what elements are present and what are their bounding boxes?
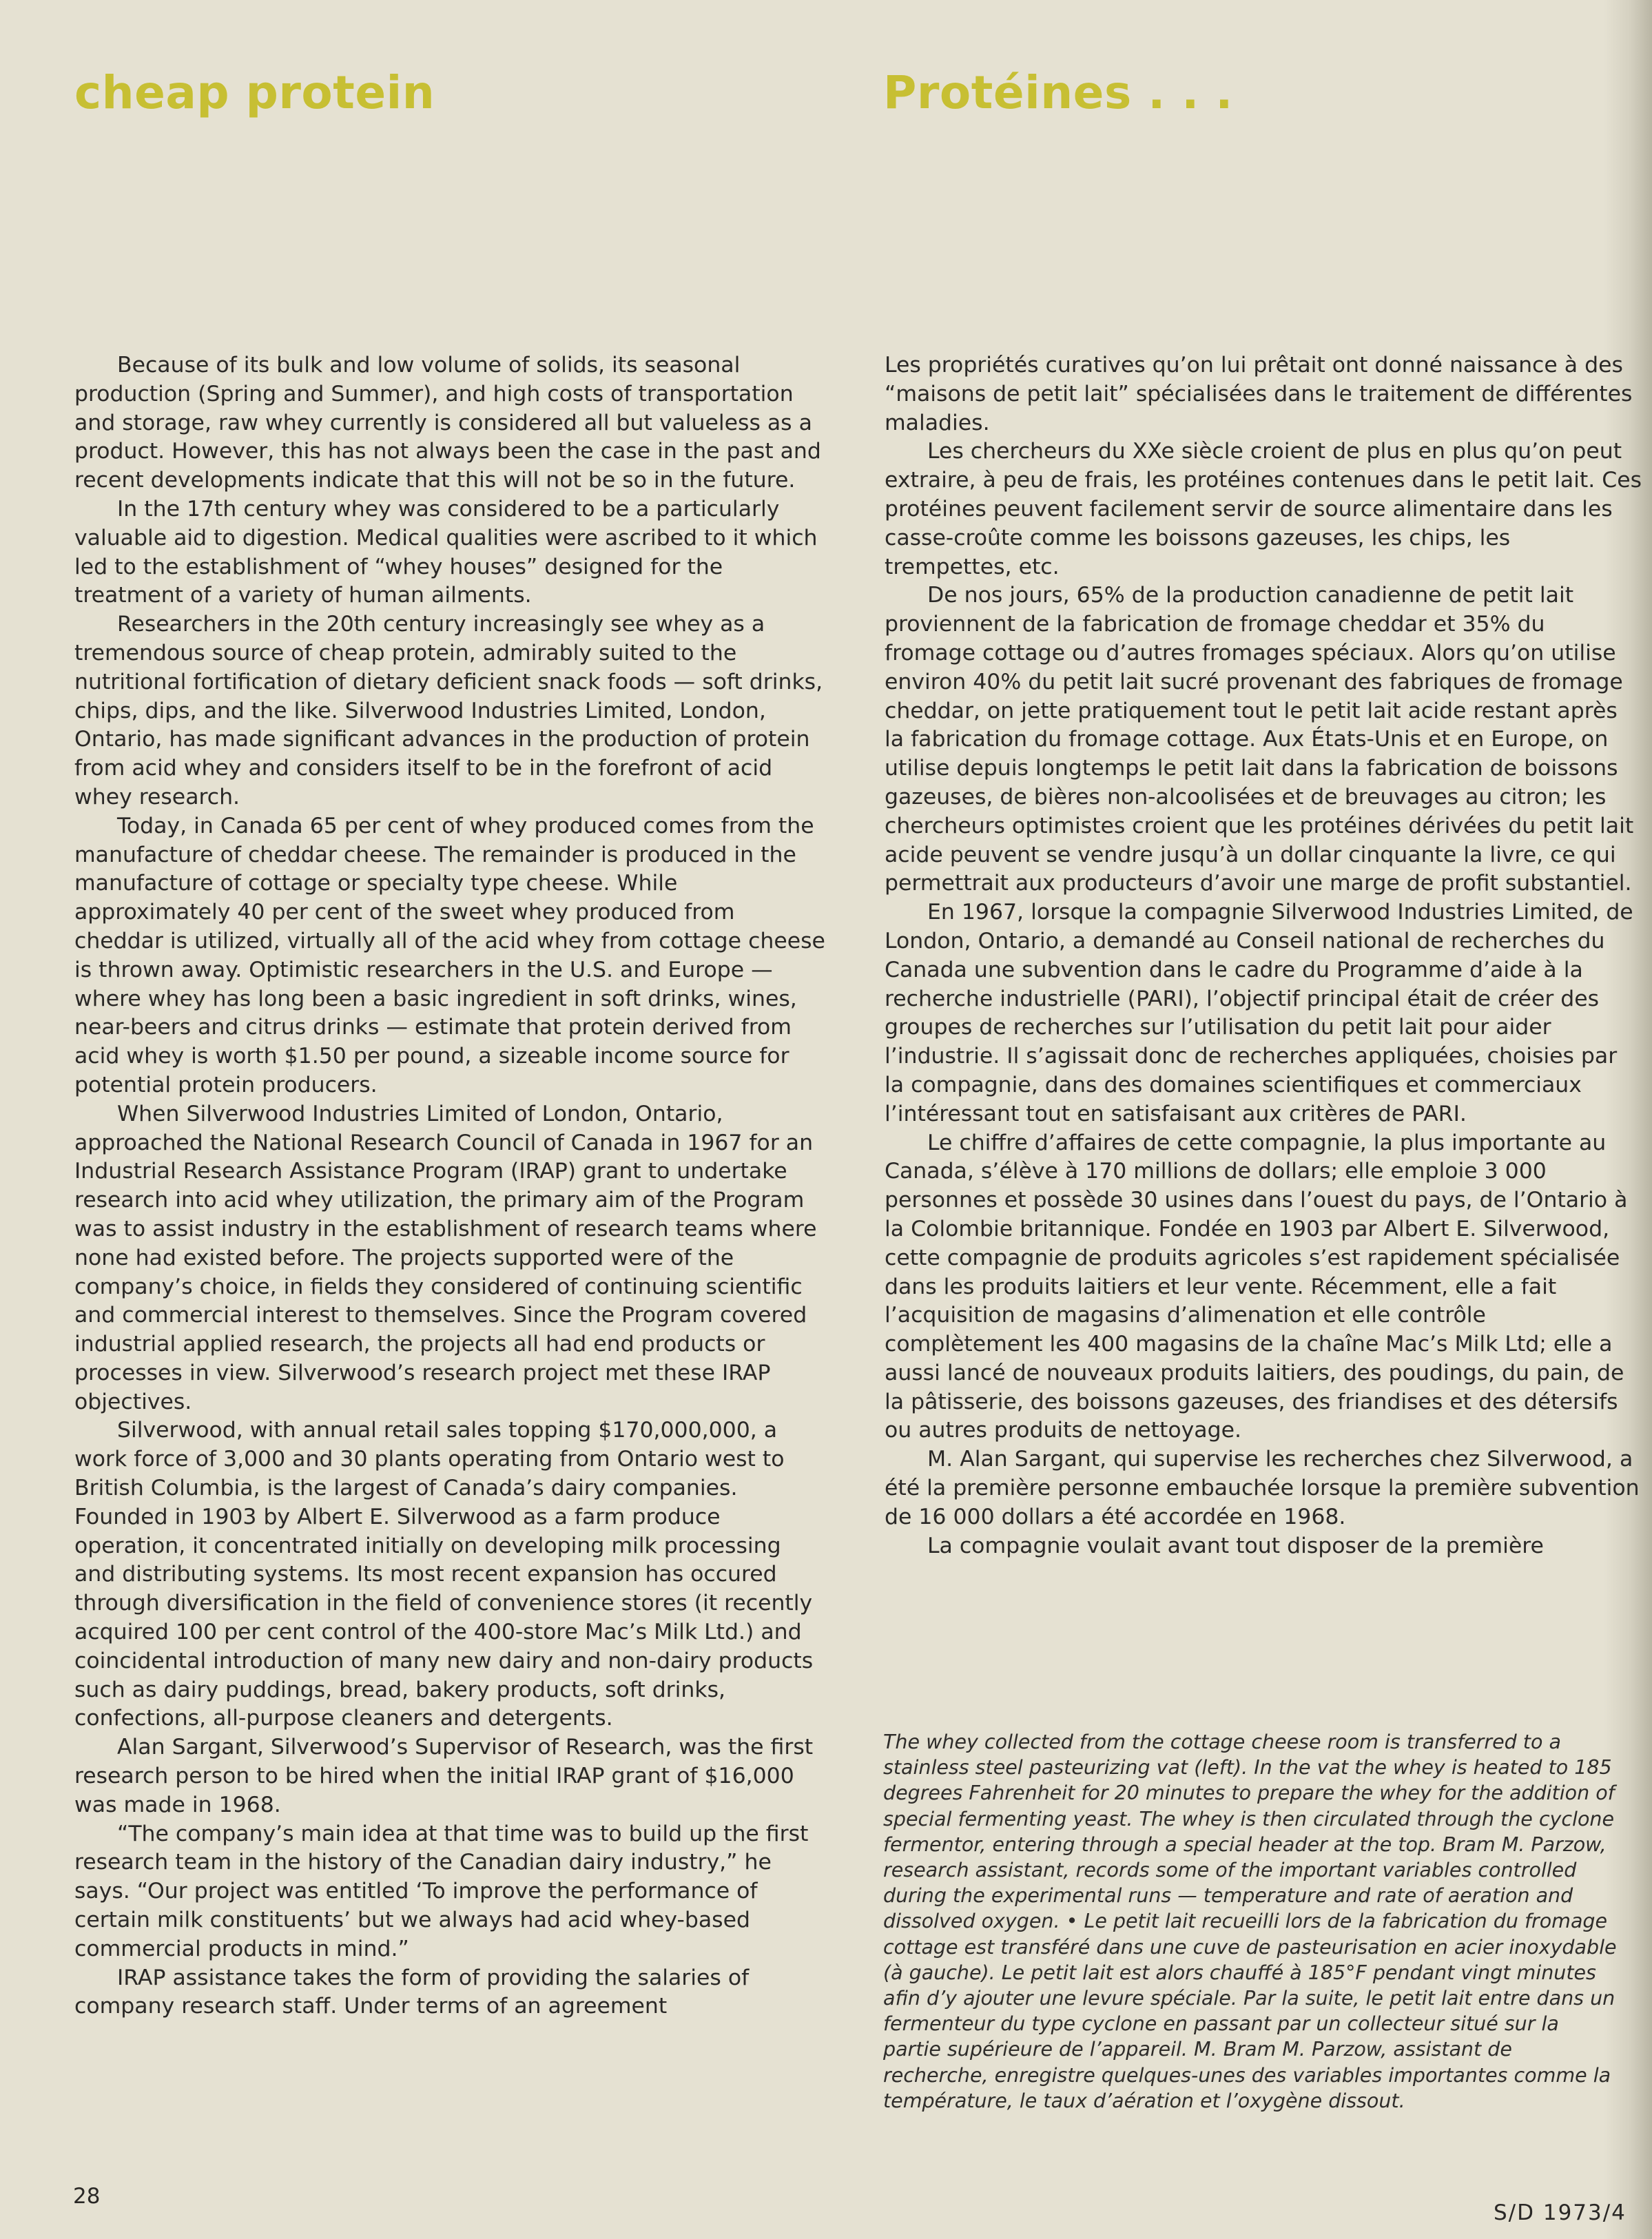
- french-paragraph: Les propriétés curatives qu’on lui prêtait ont donné naissance à des “maisons de petit lait” spécialisées dans le traitement de différentes maladies.: [885, 353, 1633, 435]
- french-paragraph: M. Alan Sargant, qui supervise les recherches chez Silverwood, a été la première personne embauchée lorsque la première subvention de 16 000 dollars a été accordée en 1968.: [885, 1447, 1640, 1529]
- title-english: cheap protein: [74, 66, 435, 119]
- english-paragraph: When Silverwood Industries Limited of London, Ontario, approached the National Research Council of Canada in 1967 for an Industrial Research Assistance Program (IRAP) grant to undertake research into acid whey utilization, the primary aim of the Program was to assist industry in the establishment of research teams where none had existed before. The projects supported were of the company’s choice, in fields they considered of continuing scientific and commercial interest to themselves. Since the Program covered industrial applied research, the projects all had end products or processes in view. Silverwood’s research project met these IRAP objectives.: [74, 1101, 817, 1414]
- english-paragraph: “The company’s main idea at that time was to build up the first research team in the history of the Canadian dairy industry,” he says. “Our project was entitled ‘To improve the performance of certain milk constituents’ but we always had acid whey-based commercial products in mind.”: [74, 1821, 809, 1961]
- english-paragraph: Researchers in the 20th century increasingly see whey as a tremendous source of cheap protein, admirably suited to the nutritional fortification of dietary deficient snack foods — soft drinks, chips, dips, and the like. Silverwood Industries Limited, London, Ontario, has made significant advances in the production of protein from acid whey and considers itself to be in the forefront of acid whey research.: [74, 612, 823, 809]
- english-column: [74, 351, 827, 2021]
- french-paragraph: Les chercheurs du XXe siècle croient de plus en plus qu’on peut extraire, à peu de frais, les protéines contenues dans le petit lait. Ces protéines peuvent facilement servir de source alimentaire dans les casse-croûte comme les boissons gazeuses, les chips, les trempettes, etc.: [885, 439, 1642, 579]
- french-column: [885, 351, 1642, 1560]
- english-paragraph: IRAP assistance takes the form of providing the salaries of company research staff. Under terms of an agreement: [74, 1965, 750, 2019]
- title-french: Protéines . . .: [883, 66, 1233, 119]
- page-number: 28: [73, 2184, 101, 2209]
- french-paragraph: De nos jours, 65% de la production canadienne de petit lait proviennent de la fabrication de fromage cheddar et 35% du fromage cottage ou d’autres fromages spéciaux. Alors qu’on utilise environ 40% du petit lait sucré provenant des fabriques de fromage cheddar, on jette pratiquement tout le petit lait acide restant après la fabrication du fromage cottage. Aux États-Unis et en Europe, on utilise depuis longtemps le petit lait dans la fabrication de boissons gazeuses, de bières non-alcoolisées et de breuvages au citron; les chercheurs optimistes croient que les protéines dérivées du petit lait acide peuvent se vendre jusqu’à un dollar cinquante la livre, ce qui permettrait aux producteurs d’avoir une marge de profit substantiel.: [885, 583, 1634, 896]
- issue-label: S/D 1973/4: [1494, 2200, 1627, 2225]
- french-paragraph: En 1967, lorsque la compagnie Silverwood Industries Limited, de London, Ontario, a demandé au Conseil national de recherches du Canada une subvention dans le cadre du Programme d’aide à la recherche industrielle (PARI), l’objectif principal était de créer des groupes de recherches sur l’utilisation du petit lait pour aider l’industrie. Il s’agissait donc de recherches appliquées, choisies par la compagnie, dans des domaines scientifiques et commerciaux l’intéressant tout en satisfaisant aux critères de PARI.: [885, 900, 1633, 1126]
- english-paragraph: Because of its bulk and low volume of solids, its seasonal production (Spring and Summer), and high costs of transportation and storage, raw whey currently is considered all but valueless as a product. However, this has not always been the case in the past and recent developments indicate that this will not be so in the future.: [74, 353, 821, 493]
- french-paragraph: La compagnie voulait avant tout disposer de la première: [927, 1533, 1544, 1558]
- photo-caption: The whey collected from the cottage cheese room is transferred to a stainless steel pasteurizing vat (left). In the vat the whey is heated to 185 degrees Fahrenheit for 20 minutes to prepare the whey for the addition of special fermenting yeast. The whey is then circulated through the cyclone fermentor, entering through a special header at the top. Bram M. Parzow, research assistant, records some of the important variables controlled during the experimental runs — temperature and rate of aeration and dissolved oxygen. • Le petit lait recueilli lors de la fabrication du fromage cottage est transféré dans une cuve de pasteurisation en acier inoxydable (à gauche). Le petit lait est alors chauffé à 185°F pendant vingt minutes afin d’y ajouter une levure spéciale. Par la suite, le petit lait entre dans un fermenteur du type cyclone en passant par un collecteur situé sur la partie supérieure de l’appareil. M. Bram M. Parzow, assistant de recherche, enregistre quelques-unes des variables importantes comme la température, le taux d’aération et l’oxygène dissout.: [883, 1731, 1617, 2112]
- english-paragraph: Alan Sargant, Silverwood’s Supervisor of Research, was the first research person to be hired when the initial IRAP grant of $16,000 was made in 1968.: [74, 1735, 814, 1817]
- english-paragraph: Silverwood, with annual retail sales topping $170,000,000, a work force of 3,000 and 30 plants operating from Ontario west to British Columbia, is the largest of Canada’s dairy companies. Founded in 1903 by Albert E. Silverwood as a farm produce operation, it concentrated initially on developing milk processing and distributing systems. Its most recent expansion has occured through diversification in the field of convenience stores (it recently acquired 100 per cent control of the 400-store Mac’s Milk Ltd.) and coincidental introduction of many new dairy and non-dairy products such as dairy puddings, bread, bakery products, soft drinks, confections, all-purpose cleaners and detergents.: [74, 1418, 814, 1731]
- english-paragraph: In the 17th century whey was considered to be a particularly valuable aid to digestion. Medical qualities were ascribed to it which led to the establishment of “whey houses” designed for the treatment of a variety of human ailments.: [74, 496, 818, 608]
- english-paragraph: Today, in Canada 65 per cent of whey produced comes from the manufacture of cheddar cheese. The remainder is produced in the manufacture of cottage or specialty type cheese. While approximately 40 per cent of the sweet whey produced from cheddar is utilized, virtually all of the acid whey from cottage cheese is thrown away. Optimistic researchers in the U.S. and Europe — where whey has long been a basic ingredient in soft drinks, wines, near-beers and citrus drinks — estimate that protein derived from acid whey is worth $1.50 per pound, a sizeable income source for potential protein producers.: [74, 813, 825, 1097]
- french-paragraph: Le chiffre d’affaires de cette compagnie, la plus importante au Canada, s’élève à 170 millions de dollars; elle emploie 3 000 personnes et possède 30 usines dans l’ouest du pays, de l’Ontario à la Colombie britannique. Fondée en 1903 par Albert E. Silverwood, cette compagnie de produits agricoles s’est rapidement spécialisée dans les produits laitiers et leur vente. Récemment, elle a fait l’acquisition de magasins d’alimenation et elle contrôle complètement les 400 magasins de la chaîne Mac’s Milk Ltd; elle a aussi lancé de nouveaux produits laitiers, des poudings, du pain, de la pâtisserie, des boissons gazeuses, des friandises et des détersifs ou autres produits de nettoyage.: [885, 1130, 1628, 1443]
